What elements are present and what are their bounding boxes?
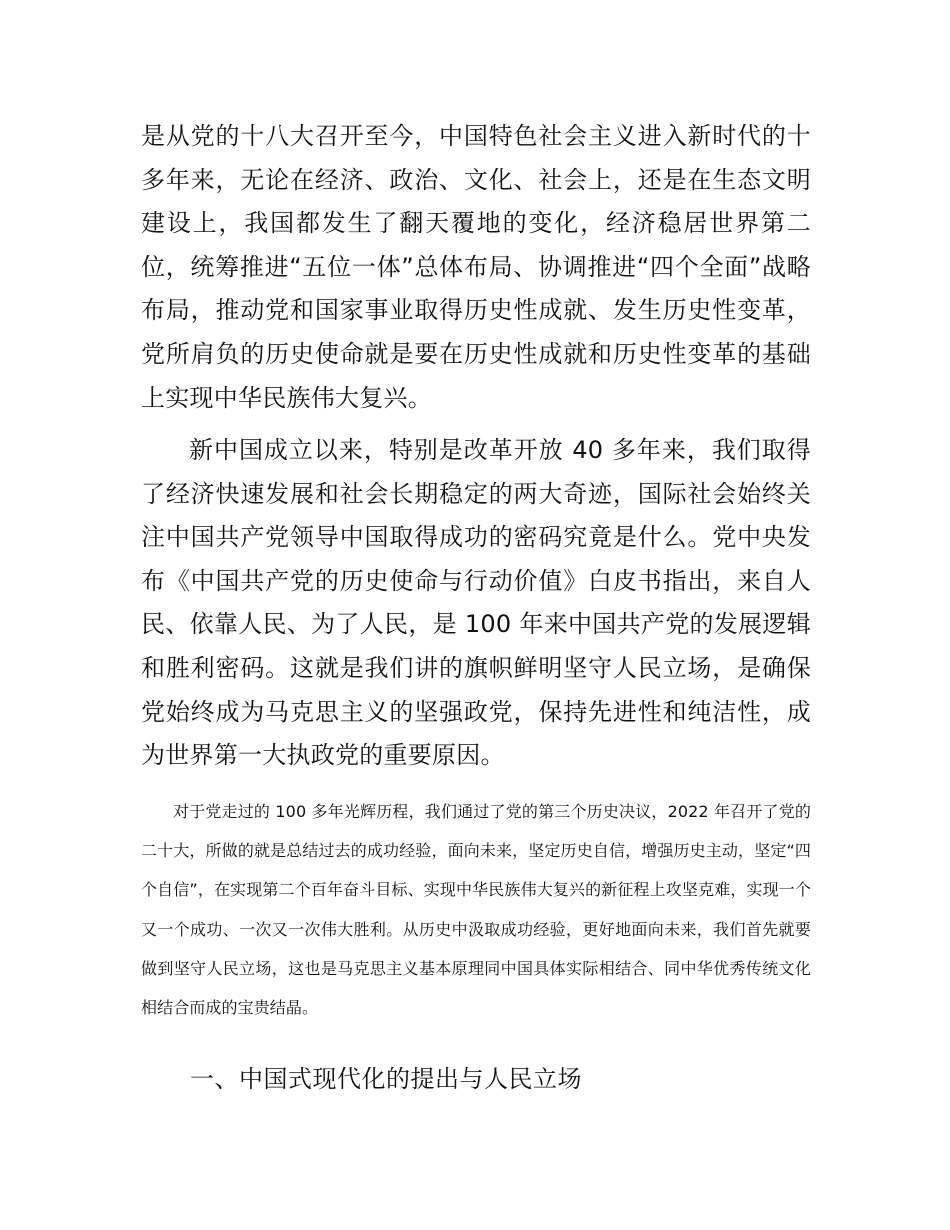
paragraph-history-resolution: 对于党走过的 100 多年光辉历程，我们通过了党的第三个历史决议，2022 年召开了党的二十大，所做的就是总结过去的成功经验，面向未来，坚定历史自信，增强历史主动，坚定“四个自信”，在实现第二个百年奋斗目标、实现中华民族伟大复兴的新征程上攻坚克难，实现一个又一个成功、一次又一次伟大胜利。从历史中汲取成功经验，更好地面向未来，我们首先就要做到坚守人民立场，这也是马克思主义基本原理同中国具体实际相结合、同中华优秀传统文化相结合而成的宝贵结晶。 (141, 802, 811, 1018)
paragraph-continuation: 是从党的十八大召开至今，中国特色社会主义进入新时代的十多年来，无论在经济、政治、文化、社会上，还是在生态文明建设上，我国都发生了翻天覆地的变化，经济稳居世界第二位，统筹推进“五位一体”总体布局、协调推进“四个全面”战略布局，推动党和国家事业取得历史性成就、发生历史性变革，党所肩负的历史使命就是要在历史性成就和历史性变革的基础上实现中华民族伟大复兴。 (141, 122, 811, 412)
section-heading: 一、中国式现代化的提出与人民立场 (190, 1065, 582, 1093)
paragraph-achievements: 新中国成立以来，特别是改革开放 40 多年来，我们取得了经济快速发展和社会长期稳定的两大奇迹，国际社会始终关注中国共产党领导中国取得成功的密码究竟是什么。党中央发布《中国共产党的历史使命与行动价值》白皮书指出，来自人民、依靠人民、为了人民，是 100 年来中国共产党的发展逻辑和胜利密码。这就是我们讲的旗帜鲜明坚守人民立场，是确保党始终成为马克思主义的坚强政党，保持先进性和纯洁性，成为世界第一大执政党的重要原因。 (141, 436, 811, 770)
